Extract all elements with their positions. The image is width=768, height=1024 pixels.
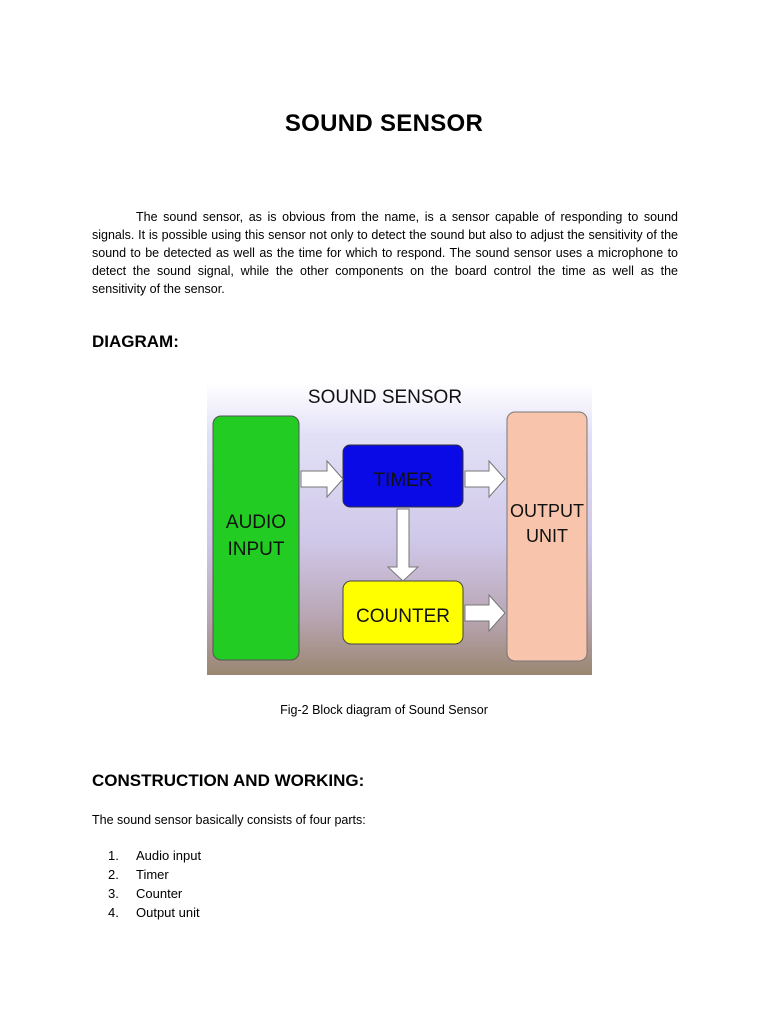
audio-input-label-line1: AUDIO (225, 512, 287, 533)
timer-label: TIMER (373, 470, 433, 491)
list-item (108, 846, 201, 865)
list-item-text: Counter (136, 886, 183, 901)
page-title: SOUND SENSOR (284, 110, 484, 137)
list-item-number: 4. (108, 905, 119, 920)
counter-label: COUNTER (356, 606, 450, 627)
list-item (108, 903, 201, 922)
intro-text: The sound sensor, as is obvious from the name, is a sensor capable of responding to sound signals. It is possible using this sensor not only to detect the sound but also to adjust the sensitivity of the sound to be detected as well as the time for which to respond. The sound sensor uses a microphone to detect the sound signal, while the other components on the board control the time as well as the sensitivity of the sensor. (92, 210, 678, 296)
list-item (108, 884, 201, 903)
list-item-number: 2. (108, 867, 119, 882)
block-diagram-svg (207, 383, 592, 675)
figure-caption: Fig-2 Block diagram of Sound Sensor (280, 703, 488, 717)
output-unit-label-line1: OUTPUT (510, 501, 584, 521)
construction-heading: CONSTRUCTION AND WORKING: (92, 771, 365, 790)
parts-intro: The sound sensor basically consists of four parts: (92, 813, 366, 827)
diagram-heading: DIAGRAM: (92, 332, 179, 351)
intro-paragraph (92, 208, 678, 298)
audio-input-block (213, 416, 299, 660)
list-item (108, 865, 201, 884)
block-diagram (207, 383, 592, 675)
list-item-text: Timer (136, 867, 169, 882)
list-item-text: Audio input (136, 848, 202, 863)
audio-input-label-line2: INPUT (227, 539, 285, 560)
list-item-number: 3. (108, 886, 119, 901)
list-item-number: 1. (108, 848, 119, 863)
output-unit-label-line2: UNIT (526, 526, 568, 546)
list-item-text: Output unit (136, 905, 200, 920)
diagram-title: SOUND SENSOR (307, 387, 463, 408)
parts-list (108, 846, 201, 922)
